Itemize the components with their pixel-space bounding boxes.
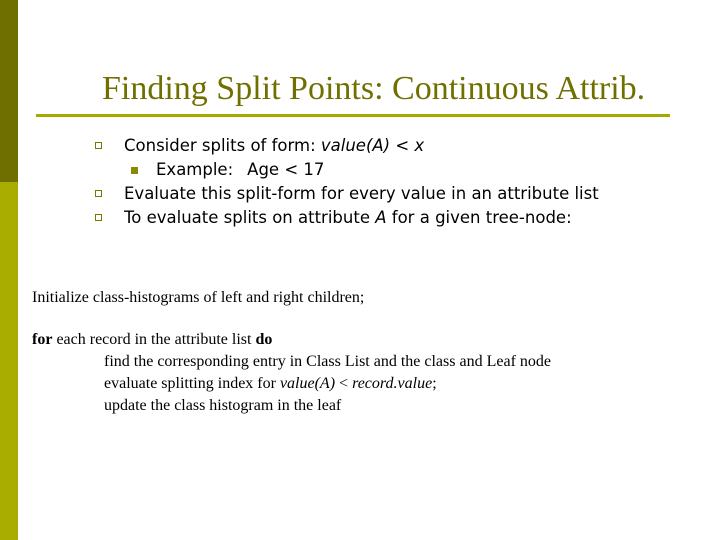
square-bullet-icon	[95, 190, 102, 197]
sub-bullet-value: Age < 17	[247, 160, 325, 179]
sidebar-light-band	[0, 182, 18, 540]
step-2-line	[32, 373, 551, 395]
step-2-semicolon: ;	[432, 375, 437, 392]
bullet-2-text: Evaluate this split-form for every value in an attribute list	[124, 184, 599, 203]
bullet-3-attr: A	[375, 208, 387, 227]
for-line	[32, 329, 551, 351]
step-2-operator: <	[335, 375, 353, 392]
slide-title: Finding Split Points: Continuous Attrib.	[102, 70, 646, 107]
bullet-3-text: To evaluate splits on attribute	[124, 208, 376, 227]
bullet-1-text: Consider splits of form:	[124, 136, 321, 155]
sub-bullet-label: Example:	[156, 160, 234, 179]
step-2-value-expr: value(A)	[279, 375, 336, 392]
step-2-text: evaluate splitting index for	[104, 375, 280, 392]
filled-square-bullet-icon	[131, 167, 138, 174]
bullet-3-text-end: for a given tree-node:	[386, 208, 572, 227]
do-keyword: do	[255, 331, 273, 348]
for-line-text: each record in the attribute list	[52, 331, 256, 348]
square-bullet-icon	[95, 142, 102, 149]
sidebar-dark-band	[0, 0, 18, 182]
title-underline	[36, 114, 670, 117]
square-bullet-icon	[95, 214, 102, 221]
bullet-1-formula: value(A) < x	[320, 136, 425, 155]
step-2-record-expr: record.value	[352, 375, 433, 392]
init-line: Initialize class-histograms of left and right children;	[32, 289, 365, 306]
algorithm-block	[32, 287, 551, 417]
for-keyword: for	[32, 331, 53, 348]
step-3-line: update the class histogram in the leaf	[104, 397, 342, 414]
step-1-line: find the corresponding entry in Class List and the class and Leaf node	[104, 353, 551, 370]
